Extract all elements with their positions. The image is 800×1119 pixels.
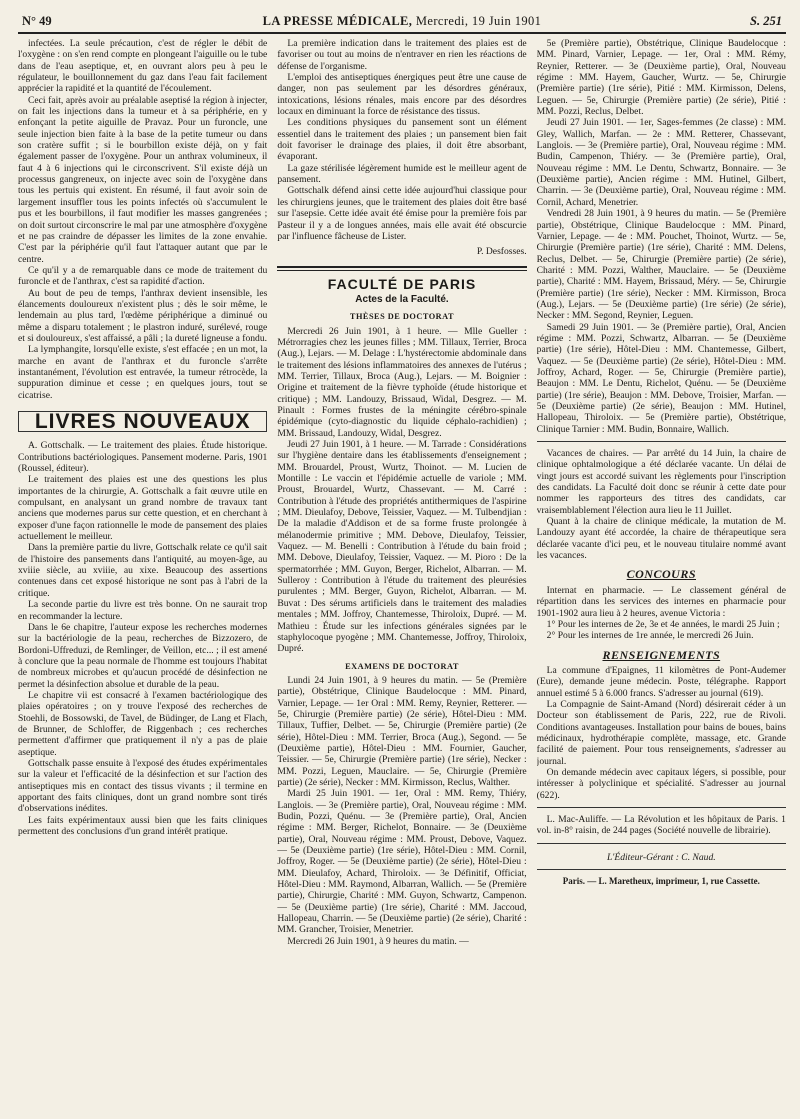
paragraph: Au bout de peu de temps, l'anthrax devient insensible, les élancements douloureux n'existent plus ; dès le soir même, le lendemain au plus tard, l'œdème périphérique a diminué ou même a disparu totalement ; le plastron induré, surélevé, rouge et si douloureux, s'est affaissé, a pâli ; la dureté ligneuse a fondu. [18, 287, 268, 344]
section-title-concours: CONCOURS [626, 567, 696, 582]
paragraph: Vendredi 28 Juin 1901, à 9 heures du matin. — 5e (Première partie), Obstétrique, Clinique Baudelocque : MM. Pinard, Varnier, Lepage. — 4e : MM. Pouchet, Thoinot, Wurtz. — 5e, Chirurgie (Première partie) (1re série), Charité : MM. Delens, Reclus, Delbet. — 5e, Chirurgie (Première partie) (2e série), Charité : MM. Pozzi, Walther, Mauclaire. — 5e (Deuxième partie), Charité : MM. Hayem, Brissaud, Méry. — 5e, Chirurgie (Première partie) (1re série), Necker : MM. Kirmisson, Broca (Aug.), Lejars. — 5e (Deuxième partie) (1re série) (2e série), Necker : MM. Segond, Reynier, Leguen. [536, 208, 786, 322]
subsection-title-actes: Actes de la Faculté. [355, 293, 449, 305]
paragraph: La commune d'Epaignes, 11 kilomètres de Pont-Audemer (Eure), demande jeune médecin. Poste, télégraphe. Rapport annuel estimé 5 à 6.000 francs. S'adresser au journal (619). [536, 664, 786, 699]
column-3 [537, 38, 786, 1113]
paragraph: Le traitement des plaies est une des questions les plus importantes de la chirurgie, A. Gottschalk a fait œuvre utile en compulsant, en analysant un grand nombre de travaux tant anciens que modernes parus sur cette question, et en cherchant à exposer d'une façon rationnelle le mode de pansement des plaies actuellement le meilleur. [18, 474, 268, 543]
paragraph: infectées. La seule précaution, c'est de régler le débit de l'oxygène : on s'en rend compte en plongeant l'aiguille ou le tube dans de l'eau aseptique, et, en ouvrant alors peu à peu le régulateur, le bouillonnement du gaz dans l'eau fait facilement apprécier la rapidité et la quantité de l'écoulement. [18, 38, 268, 95]
paragraph: La lymphangite, lorsqu'elle existe, s'est effacée ; en un mot, la marche en avant de l'anthrax et du furoncle s'arrête instantanément, l'évolution est entravée, la tumeur rétrocède, la suppuration diminue et cesse ; en quelques jours, tout se cicatrise. [18, 344, 268, 401]
paragraph: Quant à la chaire de clinique médicale, la mutation de M. Landouzy ayant été accordée, la chaire de thérapeutique sera déclarée vacante d'ici peu, et le nouveau titulaire nommé avant les vacances. [536, 516, 786, 562]
section-title-livres: LIVRES NOUVEAUX [18, 411, 267, 432]
section-title-faculte: FACULTÉ DE PARIS [327, 275, 477, 292]
paragraph: Lundi 24 Juin 1901, à 9 heures du matin. — 5e (Première partie), Obstétrique, Clinique Baudelocque : MM. Pinard, Varnier, Lepage. — 1er Oral : MM. Remy, Reynier, Retterer. — 5e, Chirurgie (Première partie) (2e série), Hôtel-Dieu : MM. Tillaux, Tuffier, Delbet. — 5e, Chirurgie (Première partie) (2e série), Hôtel-Dieu : MM. Terrier, Broca (Aug.), Segond. — 5e (Deuxième partie), Hôtel-Dieu : MM. Fournier, Gaucher, Teissier. — 5e, Chirurgie (Première partie) (1re série), Necker : MM. Pozzi, Leguen, Mauclaire. — 5e, Chirurgie (Première partie) (2e série), Necker : MM. Kirmisson, Reclus, Walther. [277, 674, 527, 788]
paragraph: Gottschalk défend ainsi cette idée aujourd'hui classique pour les chirurgiens jeunes, que le traitement des plaies doit être basé sur l'asepsie. Cette idée avait été émise pour la première fois par Pasteur il y a de longues années, mais elle avait été obscurcie par l'influence fâcheuse de Lister. [277, 185, 527, 242]
paragraph: Mardi 25 Juin 1901. — 1er, Oral : MM. Remy, Thiéry, Langlois. — 3e (Première partie), Oral, Nouveau régime : MM. Budin, Pozzi, Quénu. — 3e (Première partie), Oral, Ancien régime : MM. Berger, Richelot, Bonnaire. — 3e (Deuxième partie), Oral, Nouveau régime : MM. Proust, Debove, Vaquez. — 5e (Deuxième partie) (1re série), Hôtel-Dieu : MM. Cornil, Joffroy, Roger. — 5e (Deuxième partie) (2e série), Hôtel-Dieu : MM. Dieulafoy, Achard, Thiroloix. — 3e Définitif, Officiat, Hôtel-Dieu : MM. Raymond, Albarran, Wallich. — 5e (Première partie), Chirurgie, Charité : MM. Guyon, Schwartz, Campenon. — 5e (Deuxième partie) (1re série), Charité : MM. Jaccoud, Hallopeau, Charrin. — 5e (Deuxième partie) (2e série), Charité : MM. Grancher, Troisier, Menetrier. [277, 788, 527, 936]
column-2 [277, 38, 526, 1113]
divider [537, 807, 786, 808]
paragraph: 1° Pour les internes de 2e, 3e et 4e années, le mardi 25 Juin ; [546, 618, 780, 630]
masthead [112, 14, 692, 29]
subsection-title-theses: THÈSES DE DOCTORAT [349, 312, 455, 322]
paragraph: 2° Pour les internes de 1re année, le mercredi 26 Juin. [546, 630, 754, 642]
editor-line: L'Éditeur-Gérant : C. Naud. [606, 851, 716, 863]
book-reference: A. Gottschalk. — Le traitement des plaies. Étude historique. Contributions bactériologiques. Pansement moderne. Paris, 1901 (Roussel, éditeur). [18, 440, 268, 475]
page-header [18, 0, 786, 34]
paragraph: Mercredi 26 Juin 1901, à 9 heures du matin. — [287, 935, 469, 947]
paragraph: Les faits expérimentaux aussi bien que les faits cliniques permettent des conclusions d'un grand intérêt pratique. [18, 814, 268, 838]
paragraph: Le chapitre vii est consacré à l'examen bactériologique des plaies opératoires ; on y trouve l'exposé des recherches de Stoehli, de Bossowski, de Tavel, de Büdinger, de Lang et Flach, de Brunner, de Schloffer, de Riggenbach ; ces recherches permettent d'affirmer que pratiquement il n'y a pas de plaie aseptique. [18, 689, 268, 758]
divider [537, 869, 786, 870]
paragraph: Ceci fait, après avoir au préalable aseptisé la région à injecter, on fait les injections dans la tumeur et à sa périphérie, en y enfonçant la petite aiguille de Pravaz. Pour un furoncle, une seule injection bien faite à la base de la petite tumeur ou dans son cratère suffit ; si le bourbillon existe déjà, on y fait également passer de l'oxygène. Pour un anthrax volumineux, il faut 4 à 6 injections qui le circonscrivent. S'il existe déjà un processus gangreneux, on injecte avec soin de l'oxygène dans tous les pertuis qui existent. En résumé, il faut avoir soin de largement insuffler tous les points infectés où s'accumulent le pus et les bourbillons, il faut modifier les masses gangrenées ; on doit surtout circonscrire le mal par une atmosphère d'oxygène et ne pas craindre de dépasser les limites de la zone envahie. C'est par la périphérie qu'il faut l'attaquer autant que par le centre. [18, 94, 268, 265]
paragraph: On demande médecin avec capitaux légers, si possible, pour intéresser à polyclinique et spécialité. S'adresser au journal (622). [536, 766, 786, 801]
paragraph: Samedi 29 Juin 1901. — 3e (Première partie), Oral, Ancien régime : MM. Pozzi, Schwartz, Albarran. — 5e (Deuxième partie) (1re série), Hôtel-Dieu : MM. Chantemesse, Gilbert, Vaquez. — 5e (Deuxième partie) (2e série), Hôtel-Dieu : MM. Joffroy, Achard, Roger. — 5e, Chirurgie (Première partie), Beaujon : MM. Le Dentu, Richelot, Quénu. — 5e (Deuxième partie) (1re série), Beaujon : MM. Debove, Troisier, Marfan. — 5e (Deuxième partie) (2e série), Beaujon : MM. Hutinel, Hallopeau, Thiroloix. — 5e (Première partie), Obstétrique, Clinique Tarnier : MM. Budin, Bonnaire, Wallich. [536, 321, 786, 435]
printer-line: Paris. — L. Maretheux, imprimeur, 1, rue Cassette. [562, 876, 760, 887]
section-title-renseignements: RENSEIGNEMENTS [602, 647, 721, 662]
page-number: S. 251 [750, 14, 782, 28]
paragraph: La Compagnie de Saint-Amand (Nord) désirerait céder à un Docteur son établissement de Paris, 222, rue de Rivoli. Conditions avantageuses. Installation pour bains de boues, bains médicinaux, hydrothérapie complète, massage, etc. Grande facilité de paiement. Pour tous renseignements, s'adresser au journal. [536, 698, 786, 767]
column-1 [18, 38, 267, 1113]
paragraph: L'emploi des antiseptiques énergiques peut être une cause de danger, non pas seulement par les désordres généraux, intoxications, lésions rénales, mais encore par des désordres locaux en diminuant la force de résistance des tissus. [277, 72, 527, 118]
paragraph: Vacances de chaires. — Par arrêté du 14 Juin, la chaire de clinique ophtalmologique a été déclarée vacante. Un délai de vingt jours est accordé suivant les règlements pour l'inscription des candidats. La Faculté doit donc se réunir à cette date pour nommer les rapporteurs des titres des candidats, car vraisemblablement l'élection aura lieu le 11 Juillet. [536, 448, 786, 516]
paragraph: Jeudi 27 Juin 1901, à 1 heure. — M. Tarrade : Considérations sur l'hygiène dentaire dans les établissements d'enseignement ; MM. Brouardel, Proust, Wurtz, Thoinot. — M. Lucien de Montille : Le vaccin et l'épidémie actuelle de variole ; MM. Proust, Brouardel, Wurtz, Chassevant. — M. Carré : Contribution à l'étude des propriétés antithermiques de l'aspirine ; MM. Dieulafoy, Debove, Teissier, Vaquez. — M. Tulbendjian : De la maladie d'Addison et de sa forme fruste prolongée à mélanodermie primitive ; MM. Debove, Dieulafoy, Teissier, Vaquez. — M. Benelli : Contribution à l'étude du bain froid ; MM. Debove, Dieulafoy, Teissier, Vaquez. — M. Pioro : De la spermatorrhée ; MM. Guyon, Berger, Richelot, Albarran. — M. Sulleroy : Contribution à l'étude du traitement des pleurésies purulentes ; MM. Berger, Guyon, Richelot, Albarran. — M. Buvat : Des sérums artificiels dans le traitement des maladies mentales ; MM. Joffroy, Chantemesse, Thiroloix, Dupré. — M. Mathieu : Étude sur les infections générales signées par le staphylocoque pyogène ; MM. Chantemesse, Joffroy, Thiroloix, Dupré. [277, 439, 527, 655]
paragraph: Gottschalk passe ensuite à l'exposé des études expérimentales sur la valeur et l'efficacité de la désinfection et sur l'action des antiseptiques mis en contact des tissus vivants ; il termine en apportant des faits cliniques, dont un grand nombre sont tirés d'observations inédites. [18, 757, 268, 815]
paragraph: 5e (Première partie), Obstétrique, Clinique Baudelocque : MM. Pinard, Varnier, Lepage. — 1er, Oral : MM. Rémy, Reynier, Retterer. — 3e (Deuxième partie), Oral, Nouveau régime : MM. Hayem, Gaucher, Wurtz. — 5e, Chirurgie (Première partie) (1re série), Pitié : MM. Kirmisson, Delens, Leguen. — 5e, Chirurgie (Première partie) (2e série), Pitié : MM. Pozzi, Reclus, Delbet. [536, 38, 786, 118]
paragraph: Mercredi 26 Juin 1901, à 1 heure. — Mlle Gueller : Métrorragies chez les jeunes filles ; MM. Tillaux, Terrier, Broca (Aug.), Lejars. — M. Delage : L'hystérectomie abdominale dans le traitement des lésions inflammatoires des annexes de l'utérus ; MM. Terrier, Tillaux, Broca (Aug.), Lejars. — M. Boignier : Origine et traitement de la fièvre typhoïde (étude historique et critique) ; MM. Landouzy, Brissaud, Widal, Desgrez. — M. Pinault : Formes frustes de la méningite cérébro-spinale épidémique (cyto-diagnostic du liquide céphalo-rachidien) ; MM. Brissaud, Landouzy, Widal, Desgrez. [277, 325, 527, 439]
section-divider [277, 266, 526, 271]
book-reference: L. Mac-Auliffe. — La Révolution et les hôpitaux de Paris. 1 vol. in-8° raisin, de 244 pages (Société nouvelle de librairie). [536, 814, 786, 837]
paragraph: Les conditions physiques du pansement sont un élément essentiel dans le traitement des plaies ; un pansement bien fait doit favoriser le drainage des plaies, il doit être absorbant, évaporant. [277, 117, 527, 163]
paragraph: La première indication dans le traitement des plaies est de favoriser ou tout au moins de n'entraver en rien les réactions de défense de l'organisme. [277, 38, 527, 72]
columns [18, 34, 786, 1113]
paragraph: La seconde partie du livre est très bonne. On ne saurait trop en recommander la lecture. [18, 599, 268, 622]
paragraph: Ce qu'il y a de remarquable dans ce mode de traitement du furoncle et de l'anthrax, c'est sa rapidité d'action. [18, 264, 268, 288]
paragraph: Dans le 6e chapitre, l'auteur expose les recherches modernes sur la bactériologie de la peau, recherches de Bizzozero, de Bordoni-Uffreduzi, de Remlinger, de Veillon, etc... ; il est amené à conclure que la peau normale de l'homme est toujours l'habitat de nombreux microbes et qu'aucun procédé de désinfection ne permet la désinfection absolue et durable de la peau. [18, 621, 268, 690]
issue-number: N° 49 [22, 14, 52, 28]
paragraph: Jeudi 27 Juin 1901. — 1er, Sages-femmes (2e classe) : MM. Gley, Wallich, Marfan. — 2e : MM. Retterer, Chassevant, Langlois. — 3e (Première partie), Oral, Nouveau régime : MM. Budin, Campenon, Thiéry. — 3e (Première partie), Oral, Nouveau régime : MM. Le Dentu, Schwartz, Bonnaire. — 3e (Deuxième partie), Ancien régime : MM. Hutinel, Gilbert, Charrin. — 3e (Deuxième partie), Oral, Nouveau régime : MM. Cornil, Achard, Menetrier. [536, 117, 786, 208]
journal-title: LA PRESSE MÉDICALE, [262, 14, 413, 28]
paragraph: Internat en pharmacie. — Le classement général de répartition dans les services des internes en pharmacie pour 1901-1902 aura lieu à 2 heures, avenue Victoria : [536, 584, 786, 619]
paragraph: La gaze stérilisée légèrement humide est le meilleur agent de pansement. [277, 162, 527, 186]
divider [537, 843, 786, 844]
subsection-title-examens: EXAMENS DE DOCTORAT [345, 661, 459, 671]
issue-date: Mercredi, 19 Juin 1901 [415, 14, 542, 28]
review-signature: P. Desfosses. [476, 246, 527, 258]
paragraph: Dans la première partie du livre, Gottschalk relate ce qu'il sait de l'histoire des pansements dans l'antiquité, au moyen-âge, au xviiie siècle, au xviiie, au xixe. Beaucoup des assertions contenues dans cet exposé historique ne sont pas à l'abri de la critique. [18, 542, 268, 599]
divider [537, 441, 786, 442]
